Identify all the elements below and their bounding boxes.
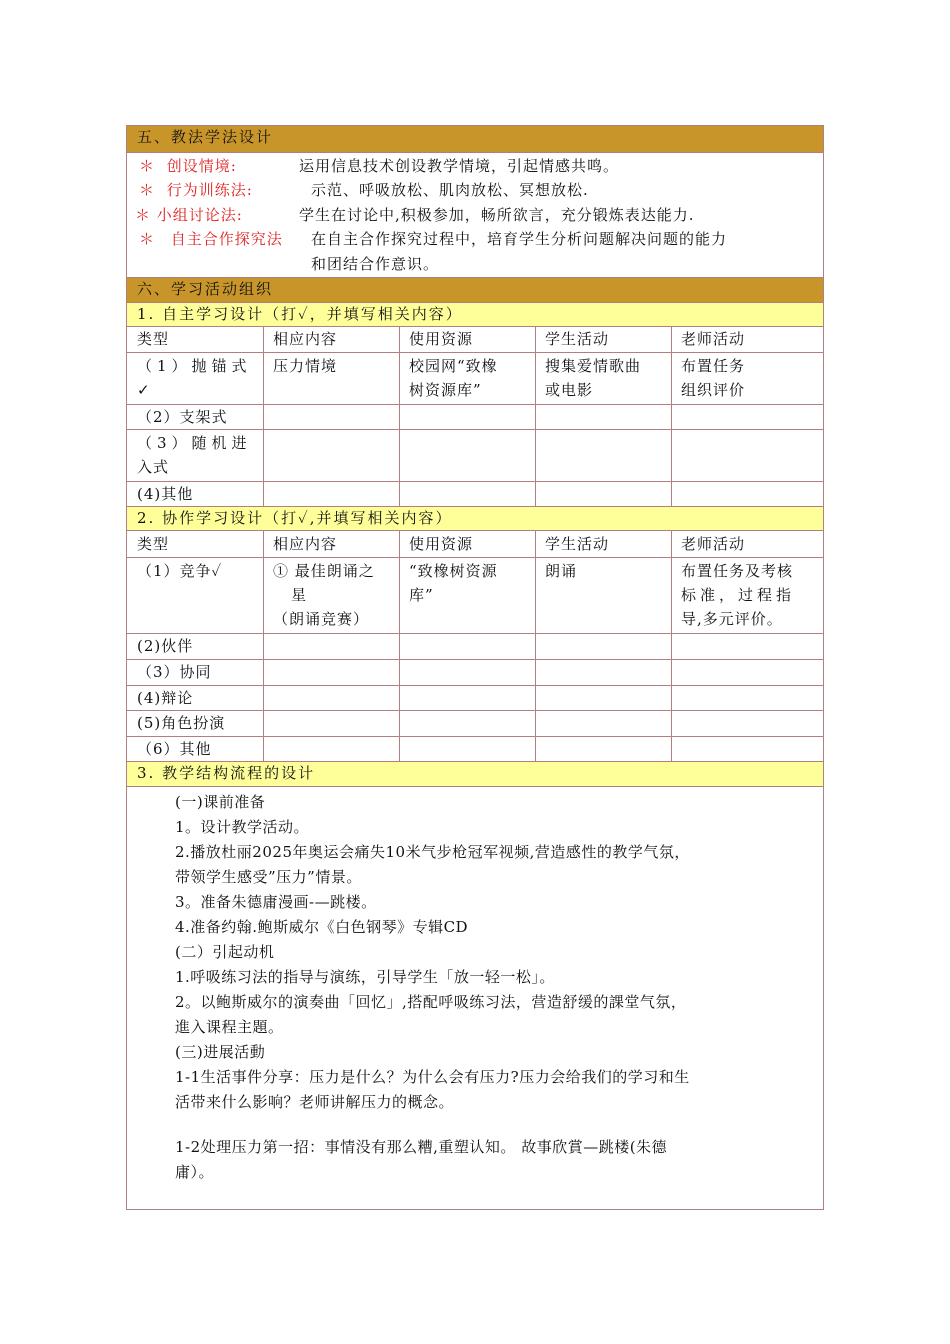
table-row-type: （2）支架式 — [137, 408, 228, 426]
col-header-type: 类型 — [137, 535, 170, 553]
lesson-plan-table — [126, 125, 824, 1210]
col-header-resource: 使用资源 — [409, 330, 474, 348]
structure-line: 2.播放杜丽2025年奥运会痛失10米气步枪冠军视频,营造感性的教学气氛， — [175, 843, 690, 861]
table-row-resource: “致橡树资源 库” — [409, 562, 498, 604]
method-name: 创设情境: — [166, 157, 237, 175]
col-header-student: 学生活动 — [545, 330, 610, 348]
col-header-content: 相应内容 — [273, 330, 338, 348]
table-row-type: （3）协同 — [137, 663, 212, 681]
structure-line: 1-2处理压力第一招：事情没有那么糟,重塑认知。 故事欣賞—跳楼(朱德 — [175, 1138, 668, 1156]
method-2 — [139, 178, 253, 202]
structure-line: 3。准备朱德庸漫画-—跳楼。 — [175, 893, 377, 911]
structure-line: (一)课前准备 — [175, 793, 266, 811]
table-row-content: ① 最佳朗诵之 星 （朗诵竞赛） — [273, 562, 375, 628]
structure-line: 進入课程主題。 — [175, 1018, 284, 1036]
structure-line: 1。设计教学活动。 — [175, 818, 310, 836]
table-row-type: （1）竞争✓ — [137, 562, 223, 580]
method-desc: 在自主合作探究过程中，培育学生分析问题解决问题的能力 — [311, 230, 728, 248]
structure-line: (三)进展活動 — [175, 1043, 266, 1061]
table-row-content: 压力情境 — [273, 357, 338, 375]
structure-line: 带领学生感受”压力”情景。 — [175, 868, 362, 886]
structure-line: 活带来什么影响？老师讲解压力的概念。 — [175, 1093, 455, 1111]
table-row-type: (4)辩论 — [137, 689, 194, 707]
table-row-type: （1）抛锚式 ✓ — [137, 357, 252, 399]
star-icon: ＊ — [139, 181, 156, 199]
structure-line: 庸）。 — [175, 1163, 215, 1181]
col-header-teacher: 老师活动 — [681, 535, 746, 553]
method-desc-cont: 和团结合作意识。 — [311, 255, 440, 273]
star-icon: ＊ — [139, 230, 156, 248]
star-icon: ＊ — [139, 157, 156, 175]
method-desc: 学生在讨论中,积极参加，畅所欲言，充分锻炼表达能力. — [299, 206, 695, 224]
method-name: 自主合作探究法 — [170, 230, 283, 248]
self-study-title: 1. 自主学习设计（打✓，并填写相关内容） — [127, 303, 823, 326]
method-name: 小组讨论法: — [156, 206, 243, 224]
col-header-resource: 使用资源 — [409, 535, 474, 553]
table-row-teacher: 布置任务及考核 标准，过程指 导,多元评价。 — [681, 562, 796, 628]
coop-study-title: 2. 协作学习设计（打✓,并填写相关内容） — [127, 507, 823, 530]
structure-line: 1.呼吸练习法的指导与演练，引导学生「放一轻一松」。 — [175, 968, 555, 986]
table-row-type: (2)伙伴 — [137, 637, 194, 655]
col-header-content: 相应内容 — [273, 535, 338, 553]
col-header-student: 学生活动 — [545, 535, 610, 553]
structure-line: (二）引起动机 — [175, 943, 275, 961]
structure-line: 2。以鲍斯威尔的演奏曲「回忆」,搭配呼吸练习法，营造舒缓的課堂气氛， — [175, 993, 687, 1011]
structure-line: 4.准备约翰.鲍斯威尔《白色钢琴》专辑CD — [175, 918, 469, 936]
table-row-type: （6）其他 — [137, 740, 212, 758]
table-row-student: 朗诵 — [545, 562, 578, 580]
col-header-type: 类型 — [137, 330, 170, 348]
table-row-type: （3）随机进 入式 — [137, 434, 252, 476]
table-row-student: 搜集爱情歌曲 或电影 — [545, 357, 642, 399]
method-3 — [135, 203, 243, 227]
method-4 — [139, 227, 283, 251]
star-icon: ＊ — [135, 206, 152, 224]
method-name: 行为训练法: — [166, 181, 253, 199]
structure-title: 3. 教学结构流程的设计 — [127, 762, 823, 786]
method-desc: 运用信息技术创设教学情境，引起情感共鸣。 — [299, 157, 620, 175]
method-desc: 示范、呼吸放松、肌肉放松、冥想放松. — [311, 181, 589, 199]
col-header-teacher: 老师活动 — [681, 330, 746, 348]
section6-title: 六、学习活动组织 — [127, 278, 823, 302]
table-row-resource: 校园网“致橡 树资源库” — [409, 357, 498, 399]
structure-line: 1-1生活事件分享：压力是什么？为什么会有压力?压力会给我们的学习和生 — [175, 1068, 690, 1086]
table-row-type: (5)角色扮演 — [137, 714, 226, 732]
table-row-type: (4)其他 — [137, 485, 194, 503]
method-1 — [139, 154, 237, 178]
section5-title: 五、教法学法设计 — [127, 126, 823, 152]
table-row-teacher: 布置任务 组织评价 — [681, 357, 746, 399]
